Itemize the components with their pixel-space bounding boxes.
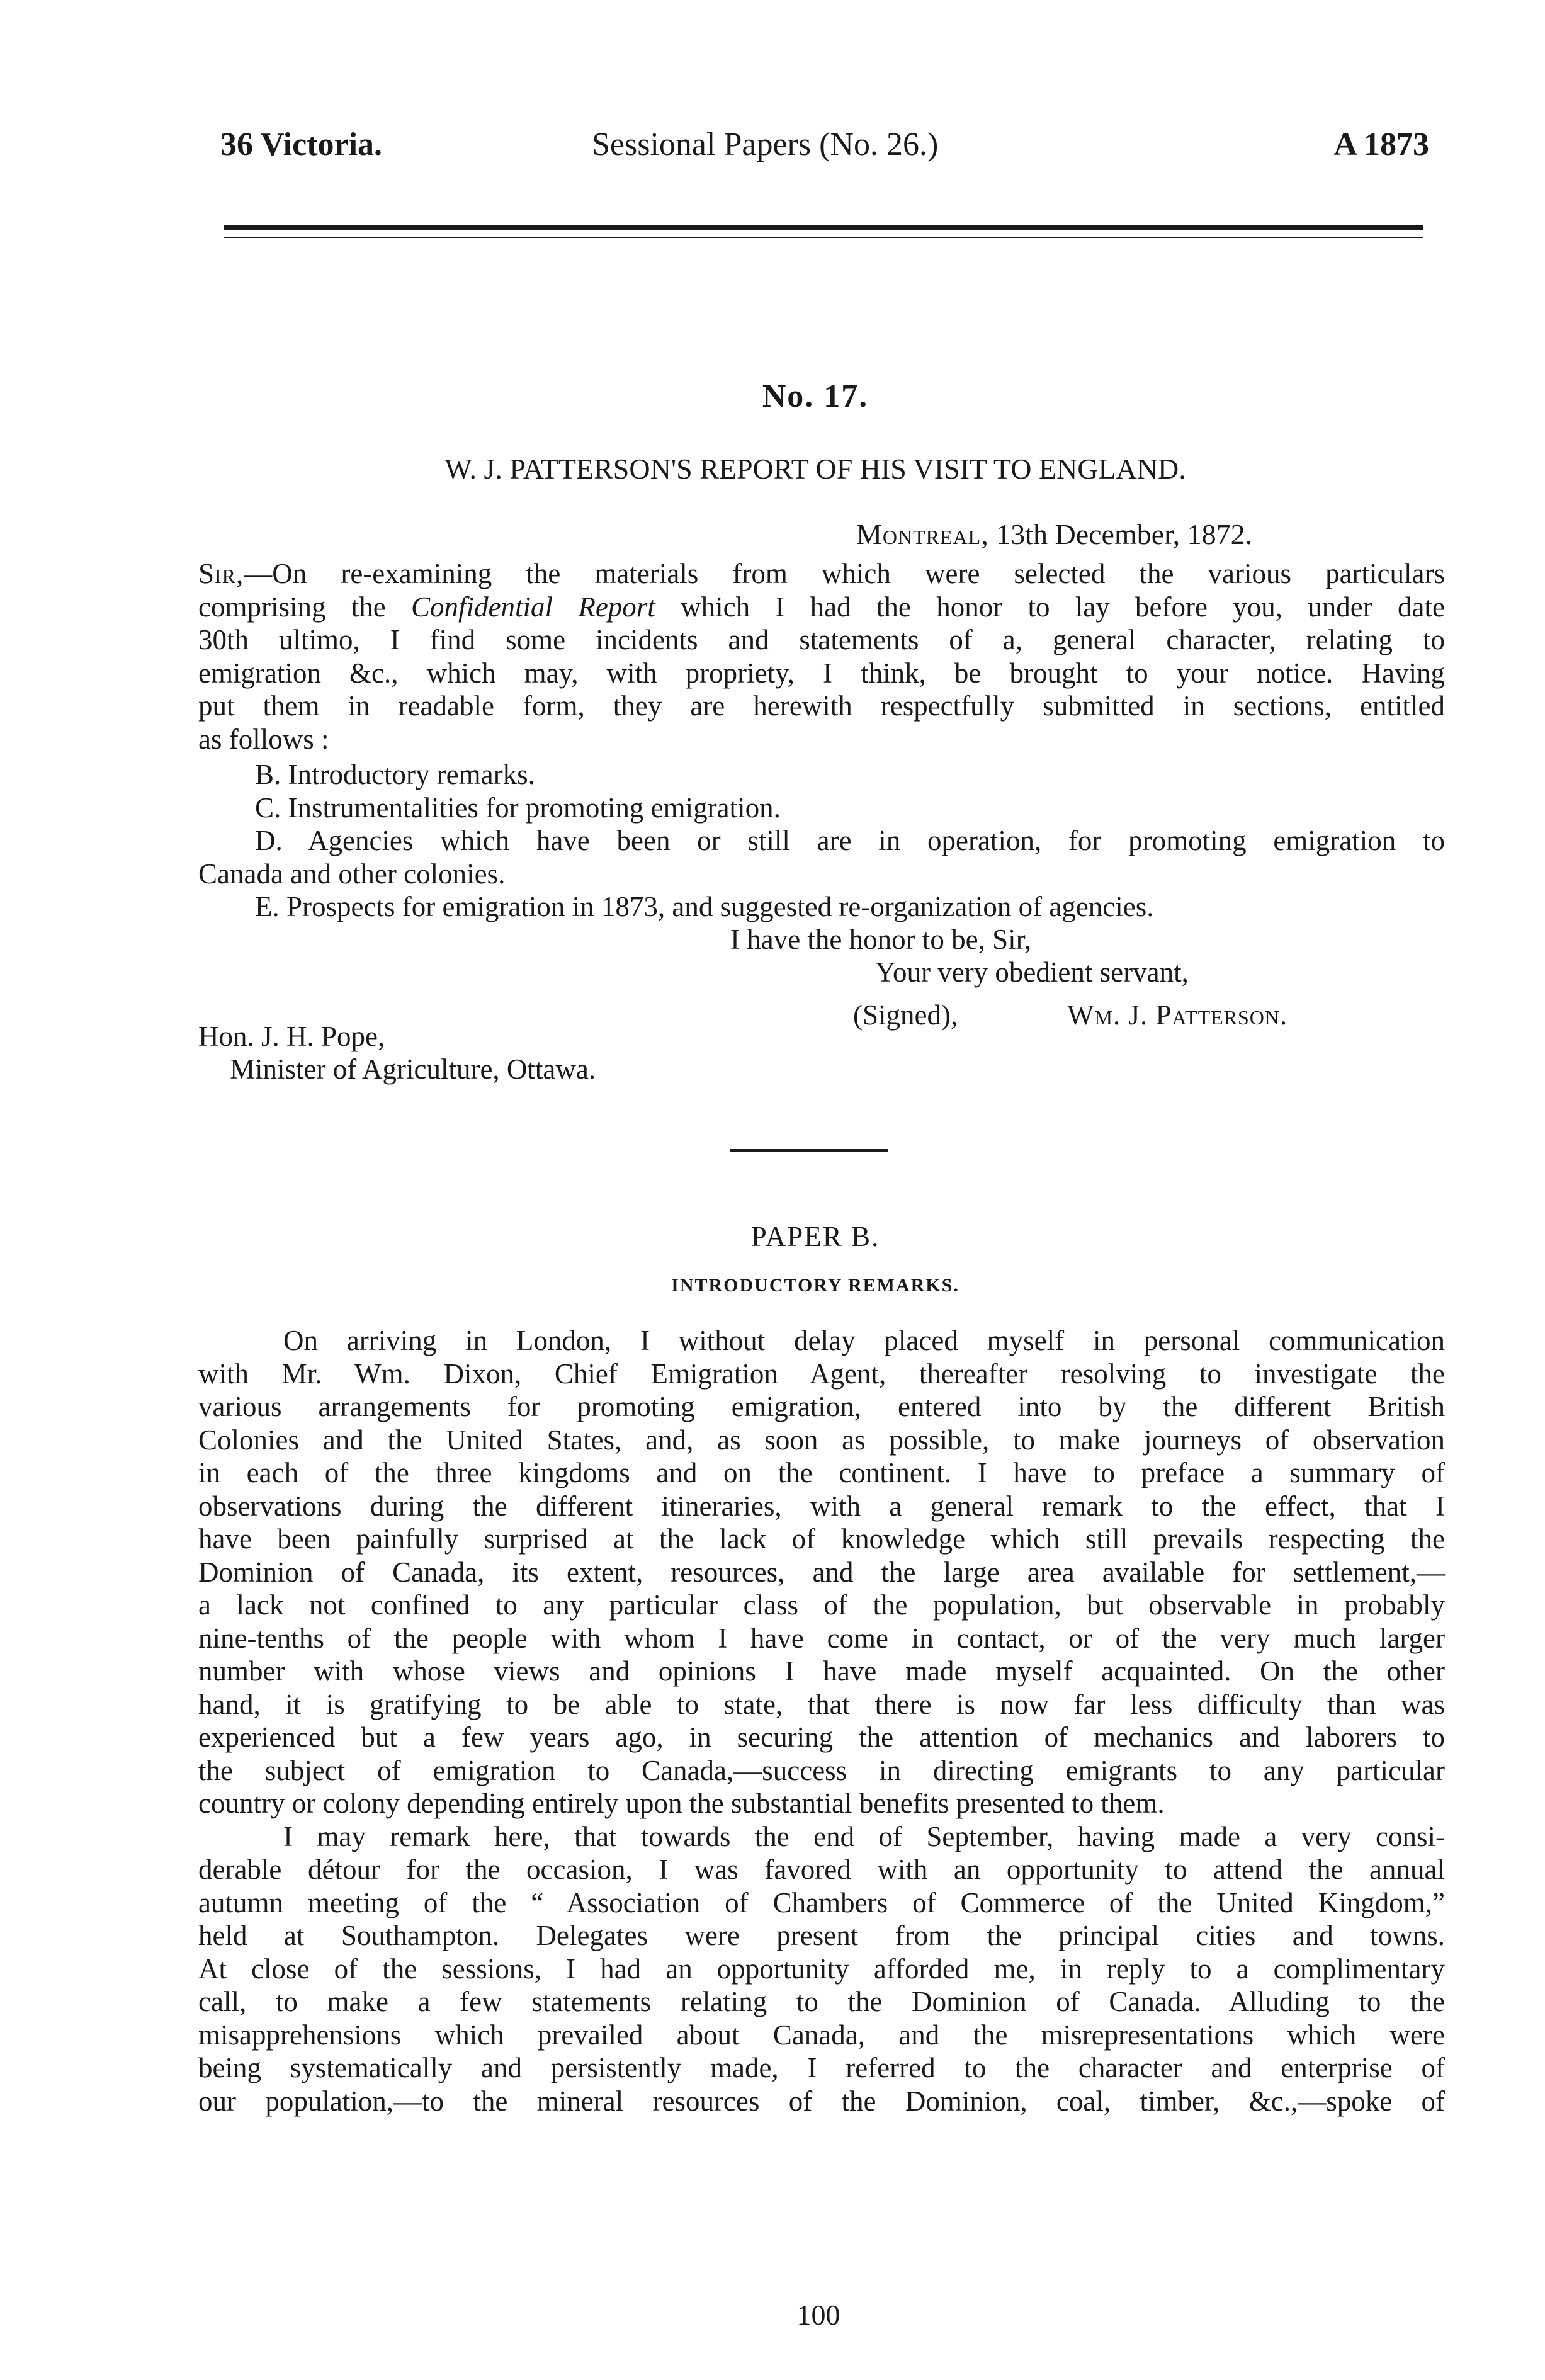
paper-title: PAPER B. [750,1221,880,1252]
paragraph-line: experienced but a few years ago, in securing the attention of mechanics and laborers to [198,1721,1445,1753]
paragraph-line: held at Southampton. Delegates were present from the principal cities and towns. [198,1920,1445,1951]
letter-line: 30th ultimo, I find some incidents and statements of a, general character, relating to [198,624,1445,655]
section-item-d: D. Agencies which have been or still are in operation, for promoting emigration to [255,825,1445,856]
header-year: A 1873 [1333,127,1429,162]
paragraph-line: with Mr. Wm. Dixon, Chief Emigration Agent, thereafter resolving to investigate the [198,1357,1445,1390]
page-number: 100 [796,2299,840,2331]
paragraph-line: various arrangements for promoting emigration, entered into by the different British [198,1391,1445,1422]
paragraph-line: Dominion of Canada, its extent, resources, and the large area available for settlement,— [198,1556,1445,1588]
section-item-b: B. Introductory remarks. [255,759,535,790]
document-title: W. J. PATTERSON'S REPORT OF HIS VISIT TO ENGLAND. [444,453,1186,485]
addressee-title: Minister of Agriculture, Ottawa. [230,1053,596,1085]
letter-line: comprising the Confidential Report which I had the honor to lay before you, under date [198,591,1445,623]
paper-body [198,1324,1445,2117]
paper-subtitle: INTRODUCTORY REMARKS. [671,1275,959,1296]
signed-label: (Signed), [853,999,958,1031]
paragraph-line: derable détour for the occasion, I was favored with an opportunity to attend the annual [198,1854,1445,1885]
section-divider [730,1149,888,1152]
paragraph-line: misapprehensions which prevailed about Canada, and the misrepresentations which were [198,2019,1445,2051]
letter-dateline [856,518,1252,551]
paragraph-line: hand, it is gratifying to be able to state, that there is now far less difficulty than was [198,1688,1445,1720]
closing-line-1: I have the honor to be, Sir, [730,924,1032,955]
salutation: Sir, [198,558,244,589]
section-item-d-continued: Canada and other colonies. [198,858,506,890]
letter-line: emigration &c., which may, with propriety, I think, be brought to your notice. Having [198,657,1445,689]
header-rule-thick [224,225,1423,230]
paragraph-line: At close of the sessions, I had an opportunity afforded me, in reply to a complimentary [198,1952,1445,1985]
header-rule-thin [224,237,1423,238]
paragraph-line: observations during the different itineraries, with a general remark to the effect, that I [198,1490,1445,1522]
paragraph-line: being systematically and persistently made, I referred to the character and enterprise of [198,2052,1445,2083]
paragraph-line: country or colony depending entirely upon the substantial benefits presented to them. [198,1788,1165,1819]
header-sessional-papers: Sessional Papers (No. 26.) [592,127,939,162]
dateline-date: 13th December, 1872. [996,518,1253,550]
letter-line: Sir,—On re-examining the materials from which were selected the various particulars [198,558,1445,589]
paragraph-line: On arriving in London, I without delay placed myself in personal communication [283,1325,1445,1356]
paragraph-line: number with whose views and opinions I have made myself acquainted. On the other [198,1655,1445,1687]
dateline-place: Montreal, [856,518,989,550]
paragraph-line: Colonies and the United States, and, as soon as possible, to make journeys of observation [198,1424,1445,1456]
paragraph-line: the subject of emigration to Canada,—success in directing emigrants to any particular [198,1754,1445,1786]
closing-line-2: Your very obedient servant, [875,956,1189,988]
header-session: 36 Victoria. [220,127,383,162]
paragraph-line: in each of the three kingdoms and on the continent. I have to preface a summary of [198,1457,1445,1488]
report-title: Confidential Report [411,591,655,623]
letter-body [198,557,1445,756]
paragraph-line: autumn meeting of the “ Association of Chambers of Commerce of the United Kingdom,” [198,1886,1445,1918]
running-header [220,126,1429,176]
paragraph-line: I may remark here, that towards the end of September, having made a very consi- [283,1820,1445,1852]
section-item-e: E. Prospects for emigration in 1873, and suggested re-organization of agencies. [255,891,1154,922]
section-item-c: C. Instrumentalities for promoting emigration. [255,791,781,824]
signer-name: Wm. J. Patterson. [1067,999,1288,1031]
paragraph-line: call, to make a few statements relating to the Dominion of Canada. Alluding to the [198,1986,1445,2017]
paragraph-line: have been painfully surprised at the lack of knowledge which still prevails respecting the [198,1523,1445,1555]
paragraph-line: a lack not confined to any particular class of the population, but observable in probably [198,1589,1445,1621]
letter-line: put them in readable form, they are herewith respectfully submitted in sections, entitled [198,690,1445,722]
paragraph-line: our population,—to the mineral resources of the Dominion, coal, timber, &c.,—spoke of [198,2085,1445,2117]
section-list [198,758,1445,924]
addressee-name: Hon. J. H. Pope, [198,1021,385,1052]
letter-line: as follows : [198,723,329,755]
document-number: No. 17. [762,378,869,414]
paragraph-line: nine-tenths of the people with whom I have come in contact, or of the very much larger [198,1622,1445,1654]
